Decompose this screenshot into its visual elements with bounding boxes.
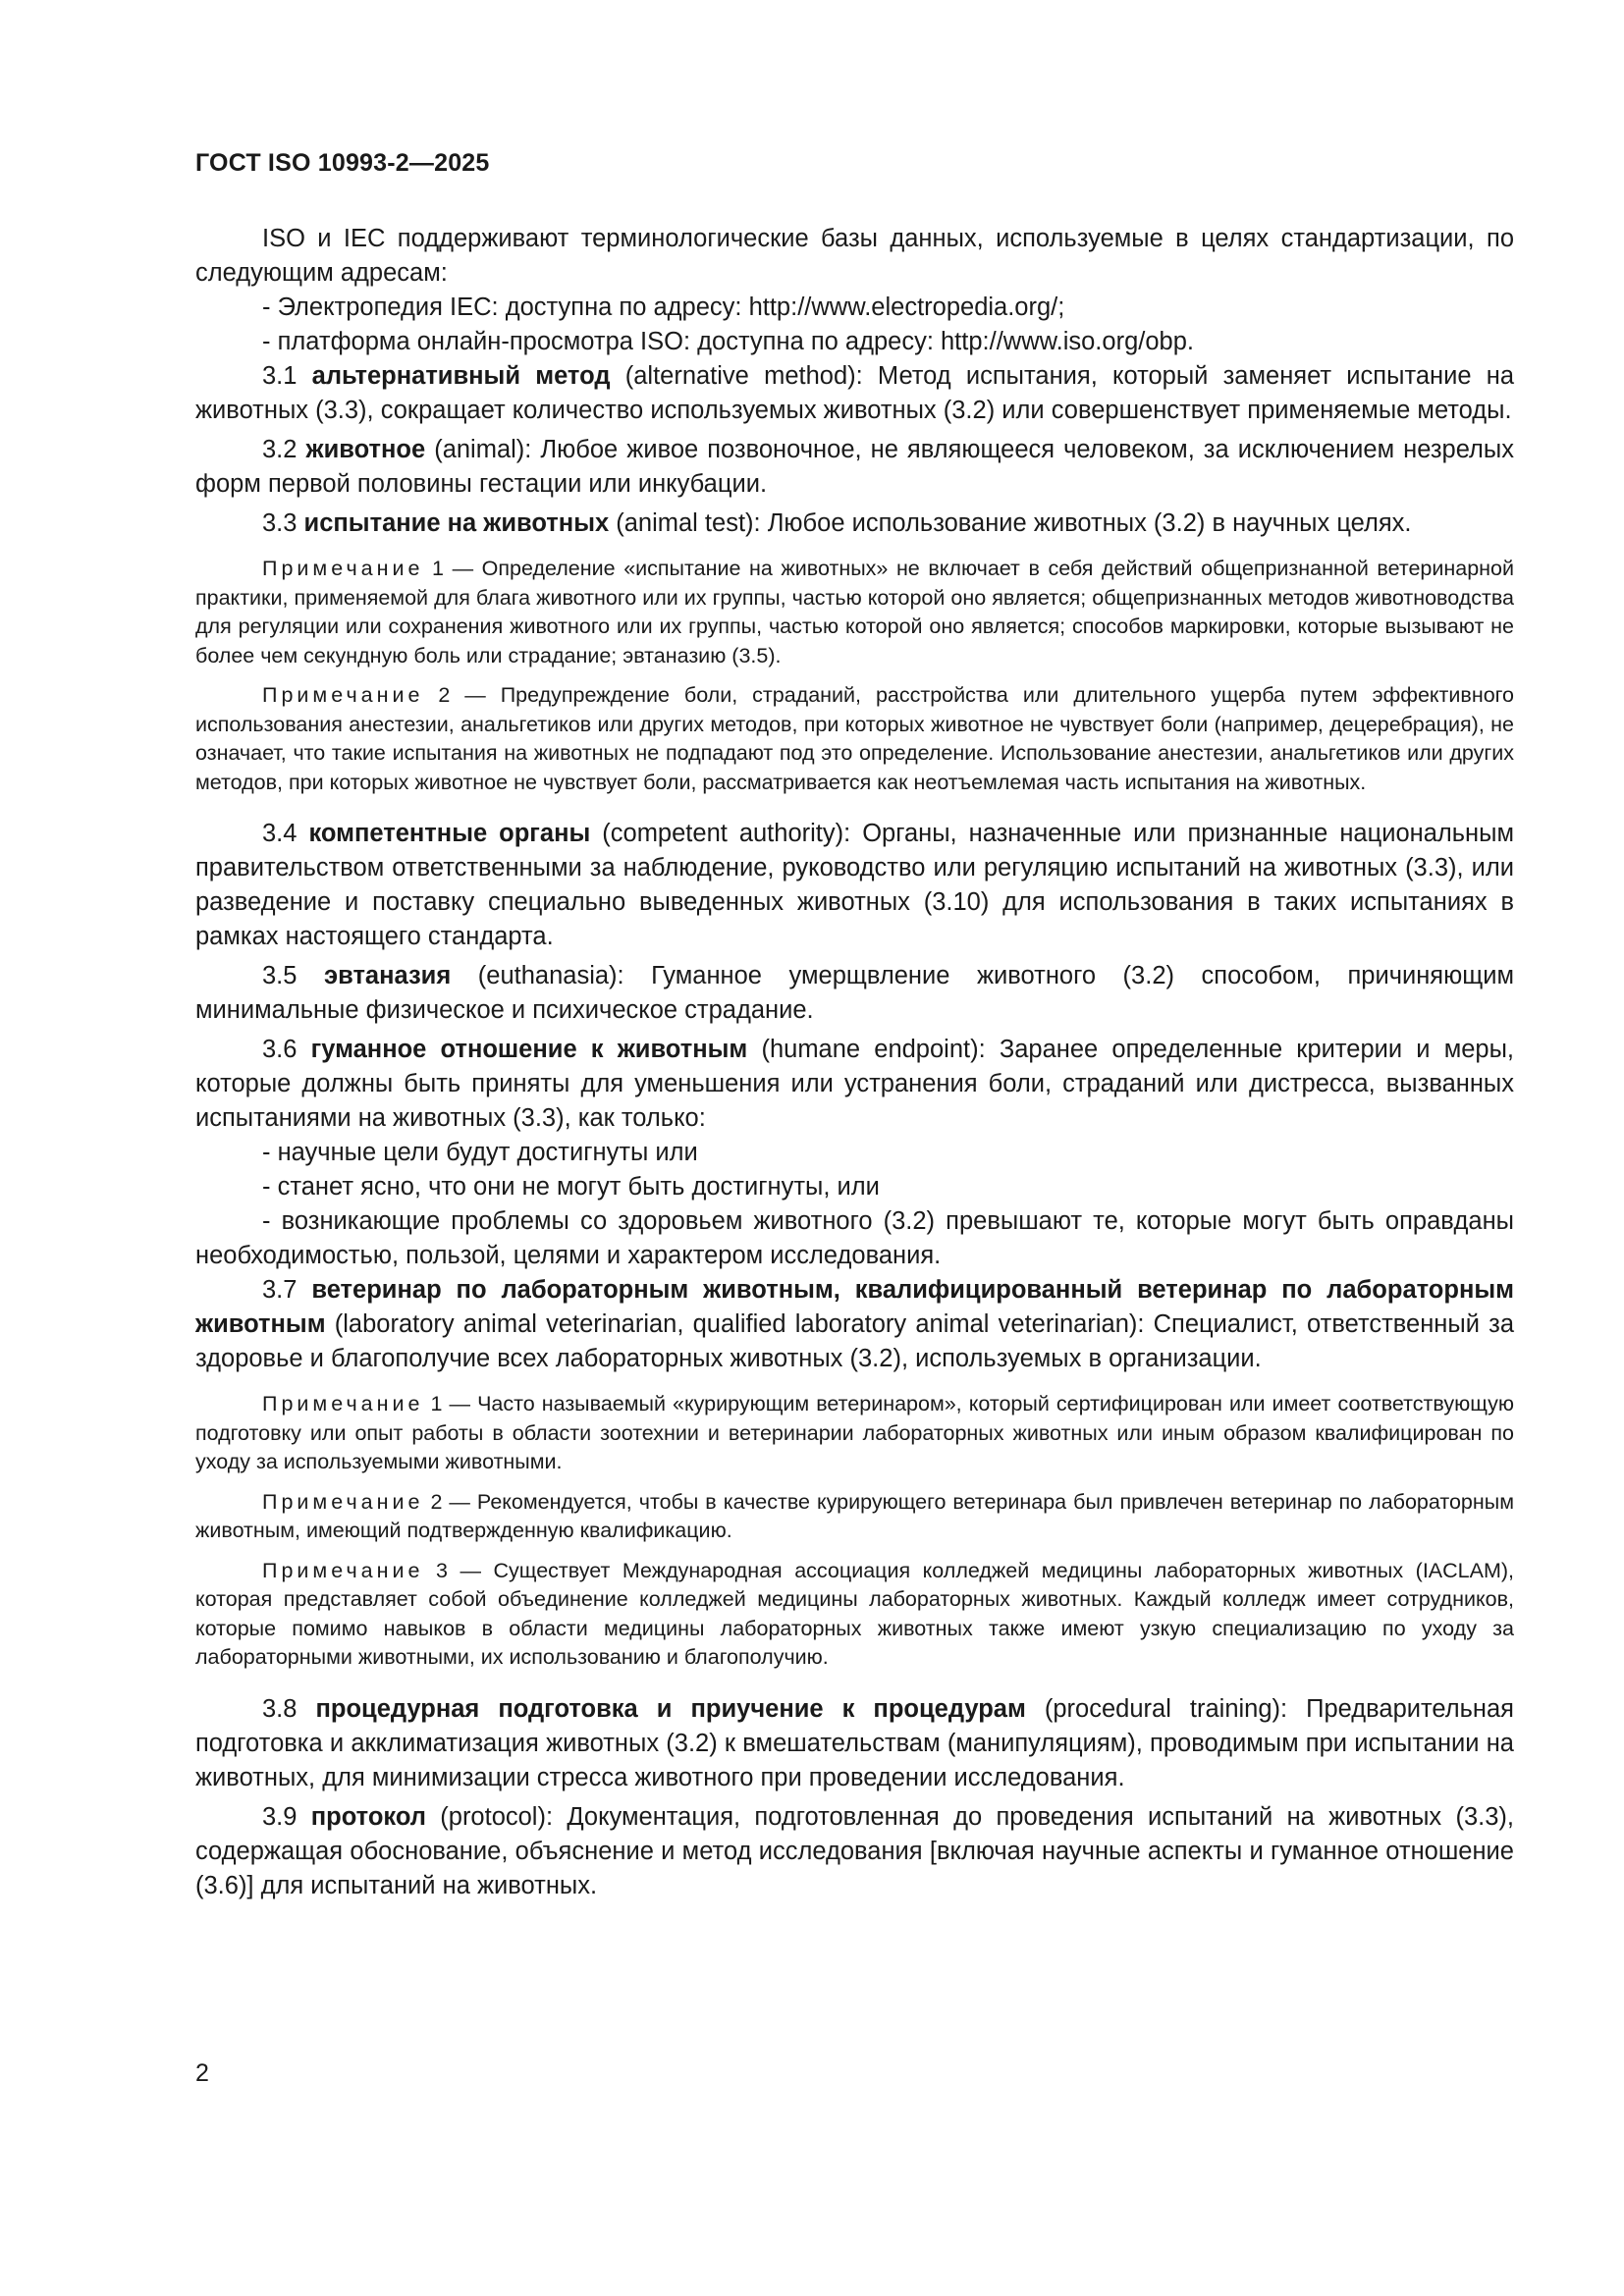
term-title: альтернативный метод	[311, 362, 611, 390]
note-3-7-3: Примечание 3 — Существует Международная ассоциация колледжей медицины лабораторных животных (IACLAM), которая представляет собой объединение колледжей медицины лабораторных животных. Каждый колледж имеет сотрудников, которые помимо навыков в области медицины лабораторных животных также имеют узкую специализацию по уходу за лабораторными животными, их использованию и благополучию.	[195, 1558, 1514, 1669]
term-title: эвтаназия	[324, 962, 452, 989]
note-label: Примечание	[262, 683, 424, 707]
term-3-1: 3.1 альтернативный метод (alternative method): Метод испытания, который заменяет испытание на животных (3.3), сокращает количество используемых животных (3.2) или совершенствует применяемые методы.	[195, 362, 1514, 424]
term-3-3: 3.3 испытание на животных (animal test): Любое использование животных (3.2) в научных целях.	[262, 509, 1412, 537]
term-title: протокол	[310, 1802, 426, 1831]
note-3-3-1: Примечание 1 — Определение «испытание на животных» не включает в себя действий общепризнанной ветеринарной практики, применяемой для блага животного или их группы, частью которой оно является; общепризнанных методов животноводства для регуляции или сохранения животного или их группы, частью которой оно является; способов маркировки, которые вызывают не более чем секундную боль или страдание; эвтаназию (3.5).	[195, 557, 1514, 667]
note-label: Примечание	[262, 557, 424, 580]
term-3-6: 3.6 гуманное отношение к животным (humane endpoint): Заранее определенные критерии и меры, которые должны быть приняты для уменьшения или устранения боли, страданий или дистресса, вызванных испытаниями на животных (3.3), как только:	[195, 1036, 1515, 1132]
term-definition: (laboratory animal veterinarian, qualified laboratory animal veterinarian): Специалист, ответственный за здоровье и благополучие всех лабораторных животных (3.2), используемых в организации.	[195, 1310, 1514, 1372]
term-title: процедурная подготовка и приучение к процедурам	[315, 1694, 1026, 1723]
term-3-6-list-item: - возникающие проблемы со здоровьем животного (3.2) превышают те, которые могут быть оправданы необходимостью, пользой, целями и характером исследования.	[195, 1207, 1514, 1269]
term-title: испытание на животных	[303, 509, 610, 537]
note-label: Примечание	[262, 1392, 424, 1415]
term-3-4: 3.4 компетентные органы (competent authority): Органы, назначенные или признанные национальным правительством ответственными за наблюдение, руководство или регуляцию испытаний на животных (3.3), или разведение и поставку специально выведенных животных (3.10) для использования в таких испытаниях в рамках настоящего стандарта.	[195, 820, 1514, 950]
term-3-8: 3.8 процедурная подготовка и приучение к процедурам (procedural training): Предварительная подготовка и акклиматизация животных (3.2) к вмешательствам (манипуляциям), проводимым при испытании на животных, для минимизации стресса животного при проведении исследования.	[195, 1694, 1514, 1791]
document-header: ГОСТ ISO 10993-2—2025	[195, 149, 490, 177]
term-title: компетентные органы	[308, 820, 591, 847]
note-3-7-2: Примечание 2 — Рекомендуется, чтобы в качестве курирующего ветеринара был привлечен ветеринар по лабораторным животным, имеющий подтвержденную квалификацию.	[195, 1489, 1514, 1542]
note-label: Примечание	[262, 1558, 424, 1582]
term-3-6-list-item: - научные цели будут достигнуты или	[262, 1139, 698, 1166]
term-3-2: 3.2 животное (animal): Любое живое позвоночное, не являющееся человеком, за исключением незрелых форм первой половины гестации или инкубации.	[195, 436, 1514, 498]
term-definition: (protocol): Документация, подготовленная до проведения испытаний на животных (3.3), содержащая обоснование, объяснение и метод исследования [включая научные аспекты и гуманное отношение (3.6)] для испытаний на животных.	[195, 1802, 1514, 1899]
term-3-5: 3.5 эвтаназия (euthanasia): Гуманное умерщвление животного (3.2) способом, причиняющим минимальные физическое и психическое страдание.	[195, 962, 1514, 1024]
term-definition: (humane endpoint): Заранее определенные критерии и меры, которые должны быть приняты для уменьшения или устранения боли, страданий или дистресса, вызванных испытаниями на животных (3.3), как только:	[195, 1036, 1515, 1132]
term-3-9: 3.9 протокол (protocol): Документация, подготовленная до проведения испытаний на животных (3.3), содержащая обоснование, объяснение и метод исследования [включая научные аспекты и гуманное отношение (3.6)] для испытаний на животных.	[195, 1802, 1514, 1899]
intro-list-item: - платформа онлайн-просмотра ISO: доступна по адресу: http://www.iso.org/obp.	[262, 328, 1194, 355]
term-definition: (euthanasia): Гуманное умерщвление животного (3.2) способом, причиняющим минимальные физическое и психическое страдание.	[195, 962, 1514, 1024]
term-3-7: 3.7 ветеринар по лабораторным животным, квалифицированный ветеринар по лабораторным животным (laboratory animal veterinarian, qualified laboratory animal veterinarian): Специалист, ответственный за здоровье и благополучие всех лабораторных животных (3.2), используемых в организации.	[195, 1276, 1514, 1372]
term-definition: (competent authority): Органы, назначенные или признанные национальным правительством ответственными за наблюдение, руководство или регуляцию испытаний на животных (3.3), или разведение и поставку специально выведенных животных (3.10) для использования в таких испытаниях в рамках настоящего стандарта.	[195, 820, 1514, 950]
note-label: Примечание	[262, 1489, 424, 1514]
term-definition: (alternative method): Метод испытания, который заменяет испытание на животных (3.3), сокращает количество используемых животных (3.2) или совершенствует применяемые методы.	[195, 362, 1514, 424]
term-title: гуманное отношение к животным	[310, 1036, 748, 1063]
document-body	[195, 222, 1514, 1903]
term-definition: (animal test): Любое использование животных (3.2) в научных целях.	[609, 509, 1412, 537]
term-definition: (procedural training): Предварительная подготовка и акклиматизация животных (3.2) к вмешательствам (манипуляциям), проводимым при испытании на животных, для минимизации стресса животного при проведении исследования.	[195, 1694, 1514, 1791]
term-title: животное	[305, 436, 426, 463]
intro-list-item: - Электропедия IEC: доступна по адресу: http://www.electropedia.org/;	[262, 294, 1065, 321]
term-definition: (animal): Любое живое позвоночное, не являющееся человеком, за исключением незрелых форм первой половины гестации или инкубации.	[195, 436, 1514, 498]
intro-paragraph: ISO и IEC поддерживают терминологические базы данных, используемые в целях стандартизации, по следующим адресам:	[195, 225, 1514, 287]
note-3-7-1: Примечание 1 — Часто называемый «курирующим ветеринаром», который сертифицирован или имеет соответствующую подготовку или опыт работы в области зоотехнии и ветеринарии лабораторных животных или иным образом квалифицирован по уходу за используемыми животными.	[195, 1392, 1514, 1473]
note-3-3-2: Примечание 2 — Предупреждение боли, страданий, расстройства или длительного ущерба путем эффективного использования анестезии, анальгетиков или других методов, при которых животное не чувствует боли (например, децеребрация), не означает, что такие испытания на животных не подпадают под это определение. Использование анестезии, анальгетиков или других методов, при которых животное не чувствует боли, рассматривается как неотъемлемая часть испытания на животных.	[195, 683, 1514, 794]
page-number: 2	[195, 2059, 209, 2087]
term-title: ветеринар по лабораторным животным, квалифицированный ветеринар по лабораторным животным	[195, 1276, 1514, 1338]
term-3-6-list-item: - станет ясно, что они не могут быть достигнуты, или	[262, 1173, 880, 1201]
